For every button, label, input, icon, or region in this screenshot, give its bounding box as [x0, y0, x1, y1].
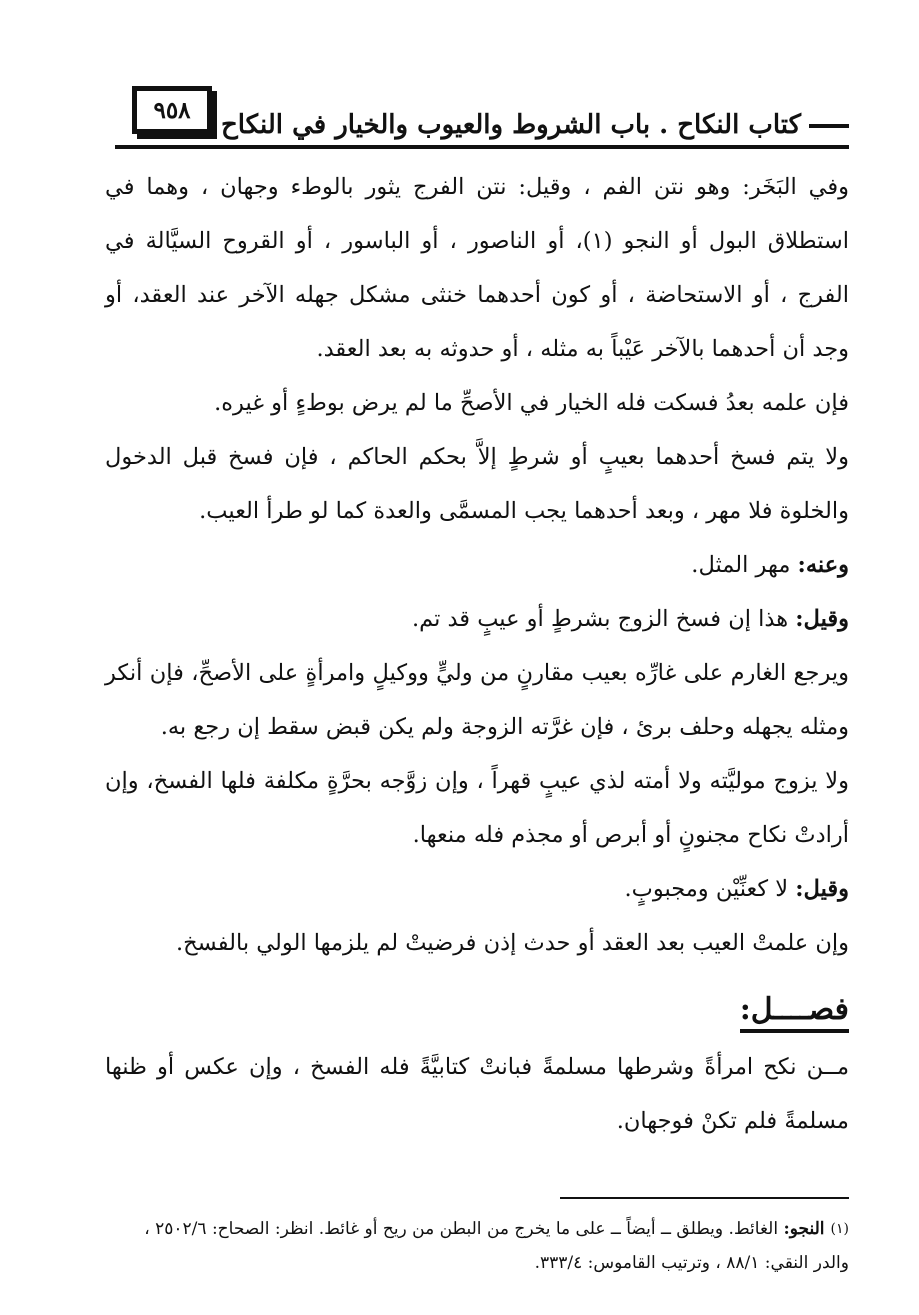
- paragraph: [105, 376, 849, 430]
- paragraph: [105, 160, 849, 376]
- footnote: [105, 1212, 849, 1280]
- paragraph: [105, 592, 849, 646]
- paragraph-text: ولا يتم فسخ أحدهما بعيبٍ أو شرطٍ إلاَّ بحكم الحاكم ، فإن فسخ قبل الدخول والخلوة فلا مهر ، وبعد أحدهما يجب المسمَّى والعدة كما لو طرأ العيب.: [105, 444, 849, 524]
- paragraph-text: وفي البَخَر: وهو نتن الفم ، وقيل: نتن الفرج يثور بالوطء وجهان ، وهما في استطلاق البول أو النجو (١)، أو الناصور ، أو الباسور ، أو القروح السيَّالة في الفرج ، أو الاستحاضة ، أو كون أحدهما خنثى مشكل جهله الآخر عند العقد، أو وجد أن أحدهما بالآخر عَيْباً به مثله ، أو حدوثه به بعد العقد.: [105, 174, 849, 362]
- paragraph: [105, 538, 849, 592]
- paragraph-text: ويرجع الغارم على غارِّه بعيب مقارنٍ من وليٍّ ووكيلٍ وامرأةٍ على الأصحِّ، فإن أنكر ومثله يجهله وحلف برئ ، فإن غرَّته الزوجة ولم يكن قبض سقط إن رجع به.: [105, 660, 849, 740]
- section-heading-text: فصــــل:: [740, 992, 849, 1033]
- running-title: [220, 110, 849, 140]
- paragraph-lead: وعنه:: [797, 552, 849, 578]
- footnote-number: (١): [830, 1221, 849, 1237]
- paragraph: [105, 430, 849, 538]
- page-number: ٩٥٨: [132, 86, 212, 134]
- title-dash: [809, 124, 849, 128]
- section-heading: [105, 980, 849, 1040]
- paragraph: [105, 862, 849, 916]
- paragraph-text: فإن علمه بعدُ فسكت فله الخيار في الأصحِّ ما لم يرض بوطءٍ أو غيره.: [214, 390, 849, 416]
- running-title-text: كتاب النكاح . باب الشروط والعيوب والخيار في النكاح: [220, 110, 801, 140]
- footnote-label: النجو:: [783, 1219, 825, 1239]
- footnote-text: الغائط. ويطلق ــ أيضاً ــ على ما يخرج من البطن من ريح أو غائط. انظر: الصحاح: ٢٥٠٢/٦ ، والدر النقي: ٨٨/١ ، وترتيب القاموس: ٣٣٣/٤.: [144, 1219, 849, 1273]
- paragraph: [105, 754, 849, 862]
- paragraph-lead: وقيل:: [795, 876, 849, 902]
- paragraph: [105, 916, 849, 970]
- footnote-rule: [560, 1197, 849, 1199]
- paragraph-text: وإن علمتْ العيب بعد العقد أو حدث إذن فرضيتْ لم يلزمها الولي بالفسخ.: [175, 930, 849, 956]
- header-rule: [115, 145, 849, 149]
- paragraph: [105, 646, 849, 754]
- paragraph-lead: وقيل:: [795, 606, 849, 632]
- paragraph-text: هذا إن فسخ الزوج بشرطٍ أو عيبٍ قد تم.: [411, 606, 796, 632]
- section-paragraph: مــن نكح امرأةً وشرطها مسلمةً فبانتْ كتابيَّةً فله الفسخ ، وإن عكس أو ظنها مسلمةً فلم تكنْ فوجهان.: [105, 1054, 849, 1134]
- paragraph-text: مهر المثل.: [691, 552, 798, 578]
- paragraph-text: لا كعنِّيْن ومجبوبٍ.: [624, 876, 796, 902]
- body-text: [105, 160, 849, 1148]
- paragraph-text: ولا يزوج موليَّته ولا أمته لذي عيبٍ قهراً ، وإن زوَّجه بحرَّةٍ مكلفة فلها الفسخ، وإن أرادتْ نكاح مجنونٍ أو أبرص أو مجذم فله منعها.: [105, 768, 849, 848]
